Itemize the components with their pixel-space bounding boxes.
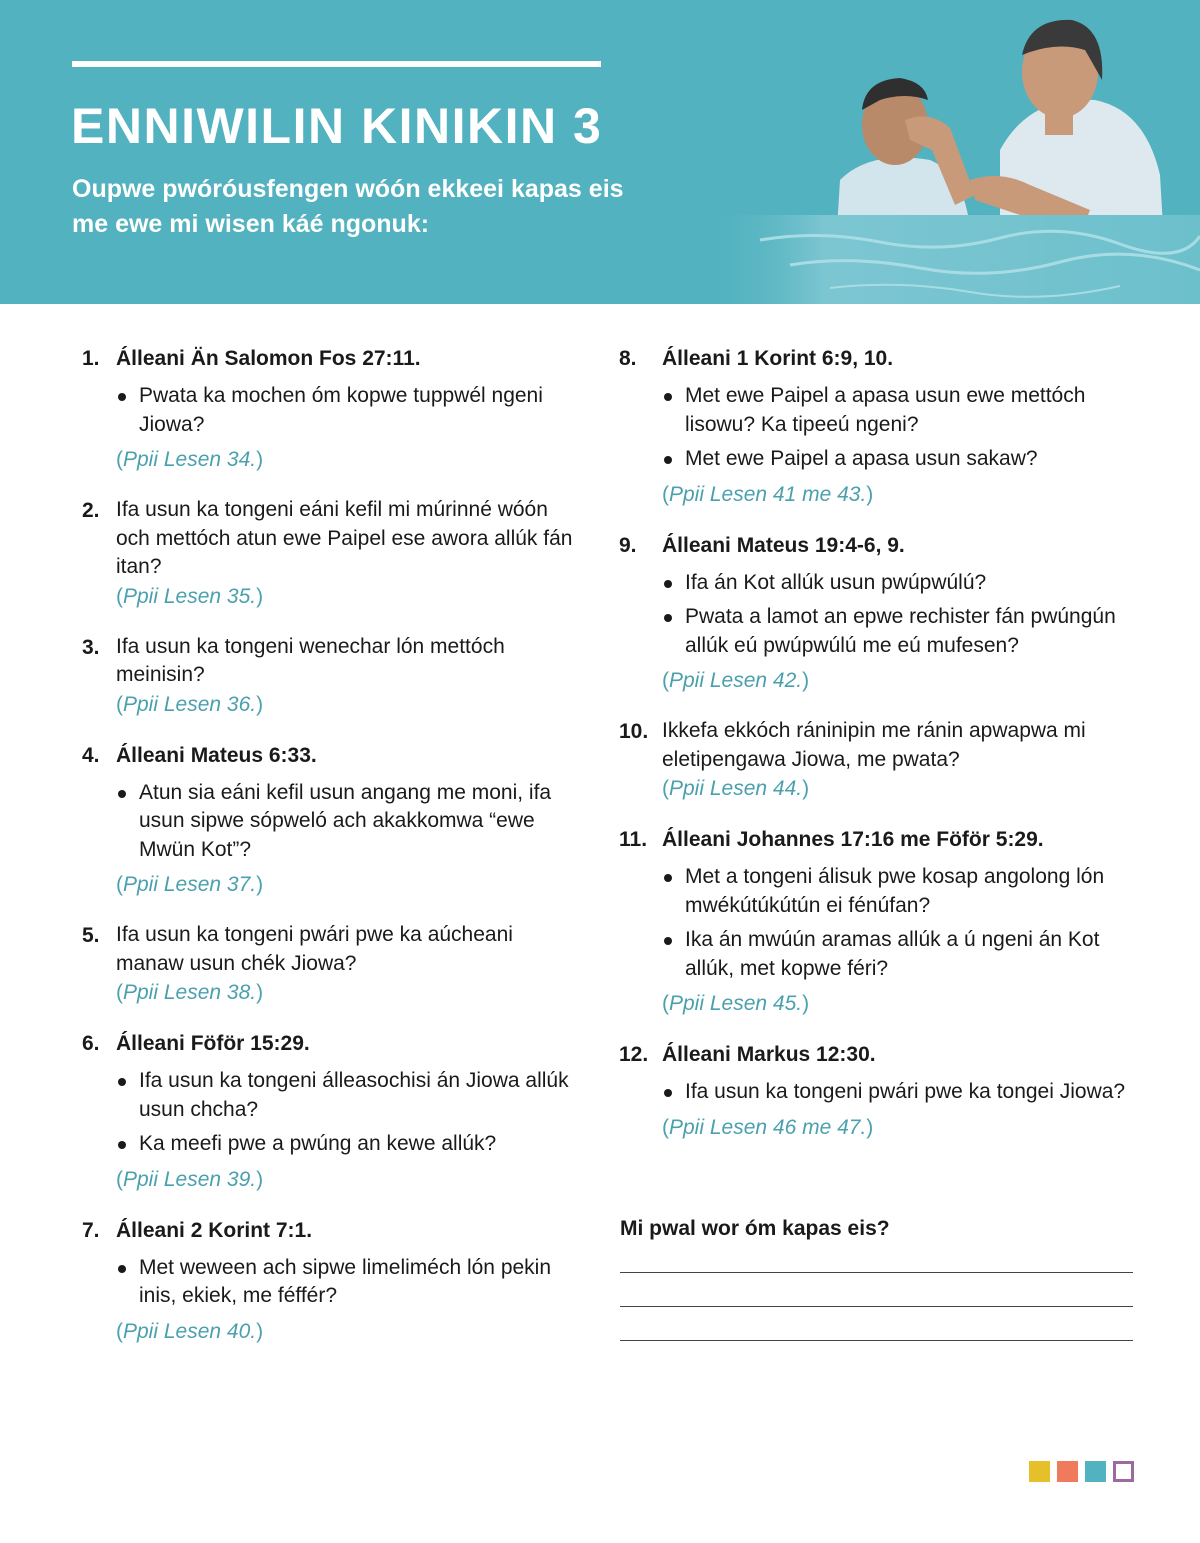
lesson-reference [116,1165,580,1195]
color-square [1029,1461,1050,1482]
lesson-reference-text: Ppii Lesen 35. [123,584,257,608]
paren-close: ) [866,482,874,506]
questions-column-left [80,344,580,1368]
paren-open: ( [116,1319,123,1343]
bullet-item [662,603,1137,660]
scripture-reading-prompt: Álleani Markus 12:30. [662,1043,876,1066]
questions-column-right [617,344,1137,1164]
question-number: 1. [82,347,100,370]
bullet-item [116,1067,580,1124]
question-item [80,921,580,1008]
question-number: 9. [619,533,637,557]
color-square [1057,1461,1078,1482]
question-number: 11. [619,828,648,851]
question-item [80,1029,580,1195]
bullet-text: Ka meefi pwe a pwúng an kewe allúk? [139,1132,497,1155]
question-number: 12. [619,1043,649,1066]
lesson-reference-text: Ppii Lesen 41 me 43. [669,482,867,506]
bullet-text: Pwata a lamot an epwe rechister fán pwúngún allúk eú pwúpwúlú me eú mufesen? [685,605,1116,657]
bullet-dot-icon [664,580,672,588]
bullet-item [662,382,1137,439]
bullet-list [662,863,1137,983]
lesson-reference [116,445,580,475]
paren-close: ) [802,992,810,1015]
question-item [80,633,580,720]
bullet-dot-icon [118,393,126,401]
bullet-dot-icon [664,614,672,622]
lesson-reference-text: Ppii Lesen 36. [123,692,257,716]
bullet-dot-icon [118,1141,126,1149]
color-squares [1029,1461,1134,1482]
question-item [80,741,580,901]
lesson-reference-text: Ppii Lesen 34. [123,448,257,471]
bullet-item [662,569,1137,598]
bullet-dot-icon [664,456,672,464]
lesson-reference [662,666,1137,696]
lesson-reference [662,480,1137,510]
question-number: 5. [82,924,100,947]
bullet-dot-icon [118,1265,126,1273]
bullet-item [116,1130,580,1159]
answer-line[interactable] [620,1272,1133,1273]
bullet-text: Ifa usun ka tongeni pwári pwe ka tongei Jiowa? [685,1080,1126,1103]
paren-open: ( [662,669,669,692]
scripture-reading-prompt: Álleani 2 Korint 7:1. [116,1218,313,1242]
lesson-reference-text: Ppii Lesen 40. [123,1319,257,1343]
page-subtitle: Oupwe pwóróusfengen wóón ekkeei kapas eis me ewe mi wisen káé ngonuk: [72,175,624,238]
bullet-text: Pwata ka mochen óm kopwe tuppwél ngeni Jiowa? [139,384,543,436]
question-item [617,531,1137,697]
bullet-item [116,779,580,865]
paren-open: ( [662,992,669,1015]
bullet-item [116,382,580,439]
scripture-reading-prompt: Álleani Johannes 17:16 me Föför 5:29. [662,828,1044,851]
bullet-list [116,1254,580,1311]
bullet-dot-icon [664,874,672,882]
more-questions-label: Mi pwal wor óm kapas eis? [620,1217,890,1240]
bullet-dot-icon [664,393,672,401]
paren-close: ) [256,448,264,471]
lesson-reference-text: Ppii Lesen 44. [669,777,803,800]
question-number: 8. [619,347,637,370]
question-number: 10. [619,720,649,743]
page-title: ENNIWILIN KINIKIN 3 [71,98,603,154]
question-text: Ifa usun ka tongeni eáni kefil mi múrinné wóón och mettóch atun ewe Paipel ese awora allúk fán itan? [116,498,573,578]
paren-open: ( [116,692,123,716]
bullet-text: Met ewe Paipel a apasa usun ewe mettóch lisowu? Ka tipeeú ngeni? [685,384,1086,436]
color-square [1113,1461,1134,1482]
bullet-list [116,1067,580,1159]
question-text: Ifa usun ka tongeni pwári pwe ka aúcheani manaw usun chék Jiowa? [116,923,513,975]
bullet-dot-icon [118,790,126,798]
scripture-reading-prompt: Álleani Mateus 19:4-6, 9. [662,533,905,557]
bullet-text: Met ewe Paipel a apasa usun sakaw? [685,447,1038,470]
bullet-item [116,1254,580,1311]
paren-open: ( [116,584,123,608]
paren-close: ) [256,1167,264,1191]
bullet-item [662,1078,1137,1107]
paren-open: ( [116,873,123,896]
bullet-item [662,926,1137,983]
header-rule [72,61,601,67]
bullet-list [662,1078,1137,1107]
answer-line[interactable] [620,1340,1133,1341]
lesson-reference [116,690,580,720]
lesson-reference [116,582,580,612]
lesson-reference [662,989,1137,1019]
answer-line[interactable] [620,1306,1133,1307]
lesson-reference [662,774,1137,804]
header-banner [0,0,1200,304]
question-item [617,1040,1137,1143]
lesson-reference [116,870,580,900]
lesson-reference-text: Ppii Lesen 46 me 47. [669,1115,867,1139]
lesson-reference-text: Ppii Lesen 45. [669,992,803,1015]
question-number: 6. [82,1032,100,1055]
paren-close: ) [256,1319,264,1343]
question-item [80,1216,580,1347]
bullet-item [662,863,1137,920]
question-number: 7. [82,1218,100,1242]
bullet-dot-icon [664,1089,672,1097]
paren-close: ) [256,981,264,1004]
question-number: 4. [82,743,100,767]
paren-open: ( [662,777,669,800]
lesson-reference [116,1317,580,1347]
question-number: 3. [82,635,100,659]
scripture-reading-prompt: Álleani Föför 15:29. [116,1032,310,1055]
question-item [80,344,580,475]
question-number: 2. [82,499,100,522]
lesson-reference-text: Ppii Lesen 37. [123,873,257,896]
scripture-reading-prompt: Álleani 1 Korint 6:9, 10. [662,347,894,370]
paren-close: ) [256,692,264,716]
lesson-reference-text: Ppii Lesen 38. [123,981,257,1004]
paren-close: ) [256,584,264,608]
paren-open: ( [116,448,123,471]
scripture-reading-prompt: Álleani Mateus 6:33. [116,743,317,767]
bullet-list [662,569,1137,661]
lesson-reference-text: Ppii Lesen 39. [123,1167,257,1191]
paren-open: ( [662,1115,669,1139]
bullet-text: Met weween ach sipwe limeliméch lón pekin inis, ekiek, me féffér? [139,1255,552,1307]
paren-close: ) [256,873,264,896]
bullet-list [116,779,580,865]
baptism-illustration [700,0,1200,304]
bullet-text: Met a tongeni álisuk pwe kosap angolong lón mwékútúkútún ei fénúfan? [685,865,1105,917]
question-text: Ikkefa ekkóch ráninipin me ránin apwapwa mi eletipengawa Jiowa, me pwata? [662,719,1086,771]
color-square [1085,1461,1106,1482]
bullet-text: Ifa án Kot allúk usun pwúpwúlú? [685,570,987,594]
scripture-reading-prompt: Álleani Än Salomon Fos 27:11. [116,347,421,370]
paren-open: ( [662,482,669,506]
lesson-reference-text: Ppii Lesen 42. [669,669,803,692]
water [700,215,1200,304]
bullet-text: Ika án mwúún aramas allúk a ú ngeni án Kot allúk, met kopwe féri? [685,928,1100,980]
question-item [617,344,1137,510]
bullet-item [662,445,1137,474]
paren-open: ( [116,981,123,1004]
question-item [617,825,1137,1019]
bullet-dot-icon [118,1078,126,1086]
paren-close: ) [802,669,810,692]
bullet-text: Atun sia eáni kefil usun angang me moni, ifa usun sipwe sópweló ach akakkomwa “ewe Mwün Kot”? [139,780,552,861]
question-item [617,717,1137,804]
question-item [80,496,580,612]
bullet-list [662,382,1137,474]
question-text: Ifa usun ka tongeni wenechar lón mettóch meinisin? [116,634,505,686]
lesson-reference [116,978,580,1008]
lesson-reference [662,1113,1137,1143]
paren-close: ) [866,1115,874,1139]
paren-close: ) [802,777,810,800]
bullet-list [116,382,580,439]
bullet-text: Ifa usun ka tongeni álleasochisi án Jiowa allúk usun chcha? [139,1069,569,1121]
paren-open: ( [116,1167,123,1191]
bullet-dot-icon [664,937,672,945]
